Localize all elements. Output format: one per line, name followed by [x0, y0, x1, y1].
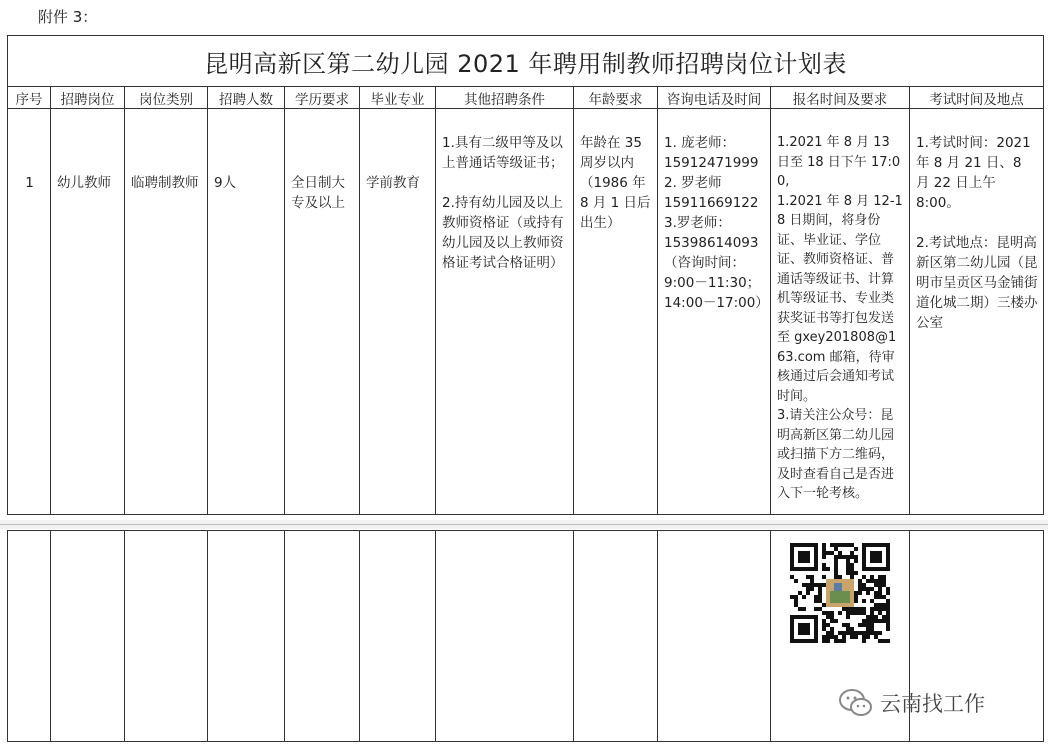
- category-cell: 临聘制教师: [131, 175, 199, 191]
- age-cell: 年龄在 35 周岁以内（1986 年 8 月 1 日后出生）: [580, 135, 651, 231]
- major-cell: 学前教育: [366, 175, 420, 191]
- header-cell: 咨询电话及时间: [658, 87, 771, 109]
- header-cell: 招聘人数: [208, 87, 285, 109]
- header-cell: 招聘岗位: [51, 87, 125, 109]
- header-cell: 其他招聘条件: [436, 87, 574, 109]
- watermark: [838, 688, 985, 718]
- header-cell: 报名时间及要求: [771, 87, 910, 109]
- header-cell: 年龄要求: [574, 87, 658, 109]
- recruitment-plan-table: [7, 35, 1044, 515]
- empty-cell: [125, 531, 208, 742]
- empty-cell: [208, 531, 285, 742]
- empty-cell: [51, 531, 125, 742]
- empty-cell: [8, 531, 51, 742]
- position-cell: 幼儿教师: [57, 175, 111, 191]
- table-row: [8, 109, 1044, 515]
- qr-code-icon: [790, 543, 890, 643]
- header-cell: 考试时间及地点: [910, 87, 1044, 109]
- header-row: [8, 87, 1044, 109]
- empty-cell: [574, 531, 658, 742]
- contact-cell: 1. 庞老师： 15912471999 2. 罗老师 15911669122 3.罗老师： 15398614093 （咨询时间： 9:00－11:30； 14:00－17:00）: [664, 135, 769, 311]
- count-cell: 9人: [214, 175, 237, 191]
- row-index: 1: [25, 175, 34, 191]
- table-title: 昆明高新区第二幼儿园 2021 年聘用制教师招聘岗位计划表: [8, 36, 1044, 87]
- registration-cell: 1.2021 年 8 月 13 日至 18 日下午 17:00, 1.2021 年 8 月 12-18 日期间，将身份证、毕业证、学位证、教师资格证、普通话等级证书、计算机等级证书、专业类获奖证书等打包发送至 gxey201808@163.com 邮箱，待审核通过后会通知考试时间。 3.请关注公众号：昆明高新区第二幼儿园或扫描下方二维码，及时查看自己是否进入下一轮考核。: [777, 135, 903, 501]
- page-break-line: [0, 524, 1048, 525]
- empty-cell: [658, 531, 771, 742]
- header-cell: 毕业专业: [360, 87, 436, 109]
- conditions-cell: 1.具有二级甲等及以上普通话等级证书； 2.持有幼儿园及以上教师资格证（或持有幼儿园及以上教师资格证考试合格证明）: [442, 135, 564, 271]
- empty-cell: [360, 531, 436, 742]
- header-cell: 序号: [8, 87, 51, 109]
- header-cell: 学历要求: [285, 87, 360, 109]
- empty-cell: [285, 531, 360, 742]
- watermark-text: 云南找工作: [880, 692, 985, 716]
- exam-cell: 1.考试时间：2021 年 8 月 21 日、8 月 22 日上午 8:00。 2.考试地点：昆明高新区第二幼儿园（昆明市呈贡区马金铺街道化城二期）三楼办公室: [916, 135, 1038, 331]
- empty-cell: [436, 531, 574, 742]
- attachment-label: 附件 3：: [38, 8, 98, 26]
- education-cell: 全日制大专及以上: [291, 175, 345, 211]
- wechat-icon: [838, 688, 874, 718]
- header-cell: 岗位类别: [125, 87, 208, 109]
